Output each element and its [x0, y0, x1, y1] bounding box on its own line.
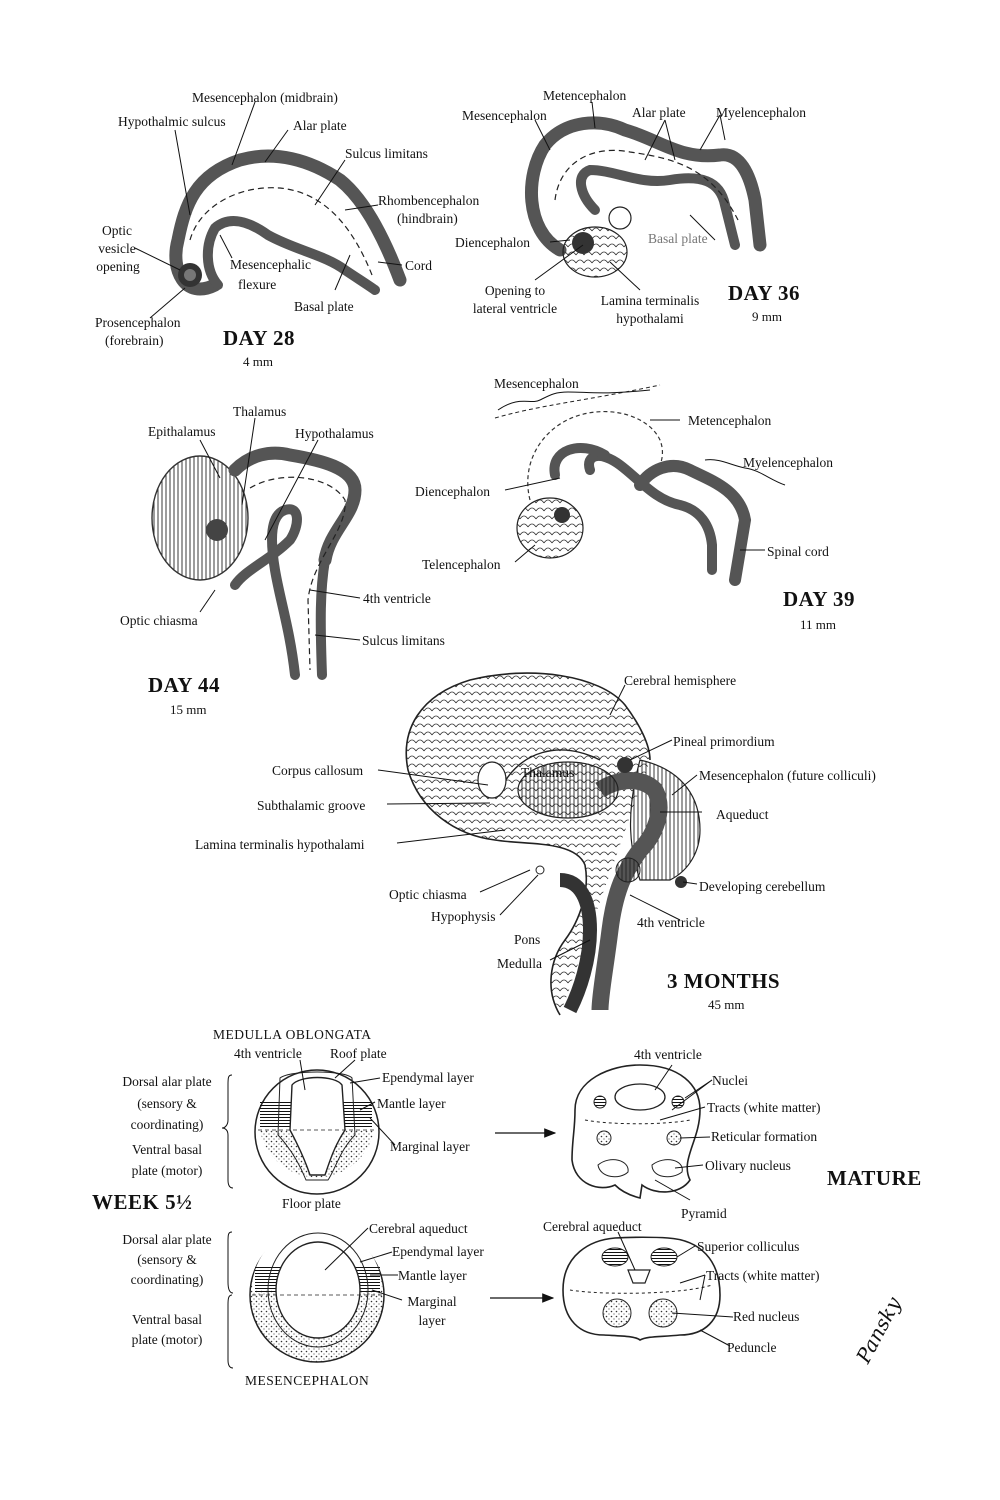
day28-cord-label: Cord: [405, 258, 432, 273]
mes-dorsal-alar-label-2: (sensory &: [137, 1252, 197, 1267]
day44-fourth-ventricle-label: 4th ventricle: [363, 591, 431, 606]
day44-epithalamus-label: Epithalamus: [148, 424, 216, 439]
day39-metencephalon-label: Metencephalon: [688, 413, 772, 428]
month3-aqueduct-label: Aqueduct: [716, 807, 769, 822]
week-medulla-marginal-layer-label: Marginal layer: [390, 1139, 470, 1154]
day39-spinal-cord-label: Spinal cord: [767, 544, 829, 559]
day39-diencephalon-label: Diencephalon: [415, 484, 490, 499]
day36-hypothalami-label: hypothalami: [616, 311, 684, 326]
week-medulla-roof-plate-label: Roof plate: [330, 1046, 387, 1061]
week-mes-cerebral-aqueduct-label: Cerebral aqueduct: [369, 1221, 468, 1236]
day39-mesencephalon-label: Mesencephalon: [494, 376, 579, 391]
month3-brain-drawing: [406, 673, 700, 1015]
month3-mesencephalon-label: Mesencephalon (future colliculi): [699, 768, 876, 783]
mature-stage-title: MATURE: [827, 1166, 922, 1190]
day36-myelencephalon-label: Myelencephalon: [716, 105, 806, 120]
week-medulla-floor-plate-label: Floor plate: [282, 1196, 341, 1211]
week-medulla-section: [255, 1070, 379, 1194]
month3-fourth-ventricle-label: 4th ventricle: [637, 915, 705, 930]
month3-pons-label: Pons: [514, 932, 541, 947]
day28-hindbrain-label: (hindbrain): [397, 211, 458, 226]
month3-corpus-callosum-label: Corpus callosum: [272, 763, 364, 778]
mature-medulla-section: [572, 1065, 700, 1198]
week-mes-mantle-layer-label: Mantle layer: [398, 1268, 467, 1283]
mature-mes-peduncle-label: Peduncle: [727, 1340, 777, 1355]
day36-embryo-drawing: [531, 123, 760, 277]
mature-medulla-tracts-label: Tracts (white matter): [707, 1100, 821, 1115]
day36-alar-plate-label: Alar plate: [632, 105, 686, 120]
day28-mesencephalon-label: Mesencephalon (midbrain): [192, 90, 338, 105]
mature-medulla-reticular-label: Reticular formation: [711, 1129, 818, 1144]
month3-thalamus-label: Thalamus: [521, 765, 575, 780]
day28-basal-plate-label: Basal plate: [294, 299, 354, 314]
week-medulla-fourth-ventricle-label: 4th ventricle: [234, 1046, 302, 1061]
medulla-ventral-basal-label-2: plate (motor): [131, 1163, 203, 1178]
day44-sulcus-limitans-label: Sulcus limitans: [362, 633, 445, 648]
day36-metencephalon-label: Metencephalon: [543, 88, 627, 103]
medulla-ventral-basal-label-1: Ventral basal: [131, 1142, 203, 1157]
day28-opening-label: opening: [96, 259, 140, 274]
day36-lamina-terminalis-label: Lamina terminalis: [600, 293, 700, 308]
week-medulla-ependymal-layer-label: Ependymal layer: [382, 1070, 474, 1085]
day28-rhombencephalon-label: Rhombencephalon: [378, 193, 480, 208]
day36-diencephalon-label: Diencephalon: [455, 235, 530, 250]
medulla-dorsal-alar-label-3: coordinating): [130, 1117, 204, 1132]
mature-mes-cerebral-aqueduct-label: Cerebral aqueduct: [543, 1219, 642, 1234]
day44-thalamus-label: Thalamus: [233, 404, 287, 419]
day36-mesencephalon-label: Mesencephalon: [462, 108, 547, 123]
month3-cerebral-hemisphere-label: Cerebral hemisphere: [624, 673, 737, 688]
day36-opening-to-label: Opening to: [484, 283, 546, 298]
day28-mesencephalic-label: Mesencephalic: [230, 257, 311, 272]
day44-hypothalamus-label: Hypothalamus: [295, 426, 374, 441]
day36-basal-plate-label: Basal plate: [648, 231, 708, 246]
mes-ventral-basal-label-1: Ventral basal: [131, 1312, 203, 1327]
week-mes-ependymal-layer-label: Ependymal layer: [392, 1244, 484, 1259]
mature-mes-red-nucleus-label: Red nucleus: [733, 1309, 800, 1324]
month3-developing-cerebellum-label: Developing cerebellum: [699, 879, 826, 894]
week-stage-title: WEEK 5½: [92, 1190, 193, 1214]
day44-size-label: 15 mm: [170, 702, 207, 717]
section-arrows: [490, 1133, 555, 1298]
day28-flexure-label: flexure: [238, 277, 277, 292]
day28-vesicle-label: vesicle: [98, 241, 136, 256]
mesencephalon-title: MESENCEPHALON: [245, 1373, 370, 1388]
week-mesencephalon-section: [250, 1225, 385, 1362]
day36-lateral-ventricle-label: lateral ventricle: [472, 301, 558, 316]
month3-hypophysis-label: Hypophysis: [431, 909, 496, 924]
medulla-dorsal-alar-label-2: (sensory &: [137, 1096, 197, 1111]
day28-hypothalmic-sulcus-label: Hypothalmic sulcus: [118, 114, 226, 129]
artist-signature: Pansky: [851, 1293, 906, 1367]
day28-stage-title: DAY 28: [223, 326, 296, 350]
month3-pineal-primordium-label: Pineal primordium: [673, 734, 775, 749]
mature-medulla-fourth-ventricle-label: 4th ventricle: [634, 1047, 702, 1062]
day36-size-label: 9 mm: [752, 309, 782, 324]
day39-stage-title: DAY 39: [783, 587, 856, 611]
month3-subthalamic-groove-label: Subthalamic groove: [257, 798, 366, 813]
week-medulla-mantle-layer-label: Mantle layer: [377, 1096, 446, 1111]
week-mes-marginal-label-2: layer: [418, 1313, 446, 1328]
day44-optic-chiasma-label: Optic chiasma: [120, 613, 198, 628]
mature-mes-tracts-label: Tracts (white matter): [706, 1268, 820, 1283]
week-mes-marginal-label-1: Marginal: [407, 1294, 457, 1309]
day28-prosencephalon-label: Prosencephalon: [95, 315, 181, 330]
mature-medulla-olivary-label: Olivary nucleus: [705, 1158, 791, 1173]
day28-optic-label: Optic: [102, 223, 132, 238]
month3-stage-title: 3 MONTHS: [667, 969, 781, 993]
medulla-dorsal-alar-label-1: Dorsal alar plate: [122, 1074, 212, 1089]
day39-size-label: 11 mm: [800, 617, 836, 632]
day28-forebrain-label: (forebrain): [105, 333, 164, 348]
day28-sulcus-limitans-label: Sulcus limitans: [345, 146, 428, 161]
day39-myelencephalon-label: Myelencephalon: [743, 455, 833, 470]
day28-alar-plate-label: Alar plate: [293, 118, 347, 133]
day28-size-label: 4 mm: [243, 354, 273, 369]
day44-embryo-drawing: [152, 453, 355, 675]
day44-stage-title: DAY 44: [148, 673, 221, 697]
medulla-oblongata-title: MEDULLA OBLONGATA: [213, 1027, 372, 1042]
mature-medulla-pyramid-label: Pyramid: [681, 1206, 727, 1221]
mes-ventral-basal-label-2: plate (motor): [131, 1332, 203, 1347]
month3-size-label: 45 mm: [708, 997, 745, 1012]
mes-dorsal-alar-label-1: Dorsal alar plate: [122, 1232, 212, 1247]
month3-medulla-label: Medulla: [497, 956, 542, 971]
mature-mes-superior-colliculus-label: Superior colliculus: [697, 1239, 800, 1254]
day36-stage-title: DAY 36: [728, 281, 801, 305]
mes-dorsal-alar-label-3: coordinating): [130, 1272, 204, 1287]
month3-optic-chiasma-label: Optic chiasma: [389, 887, 467, 902]
day39-telencephalon-label: Telencephalon: [422, 557, 501, 572]
month3-lamina-terminalis-label: Lamina terminalis hypothalami: [195, 837, 365, 852]
mature-medulla-nuclei-label: Nuclei: [712, 1073, 748, 1088]
